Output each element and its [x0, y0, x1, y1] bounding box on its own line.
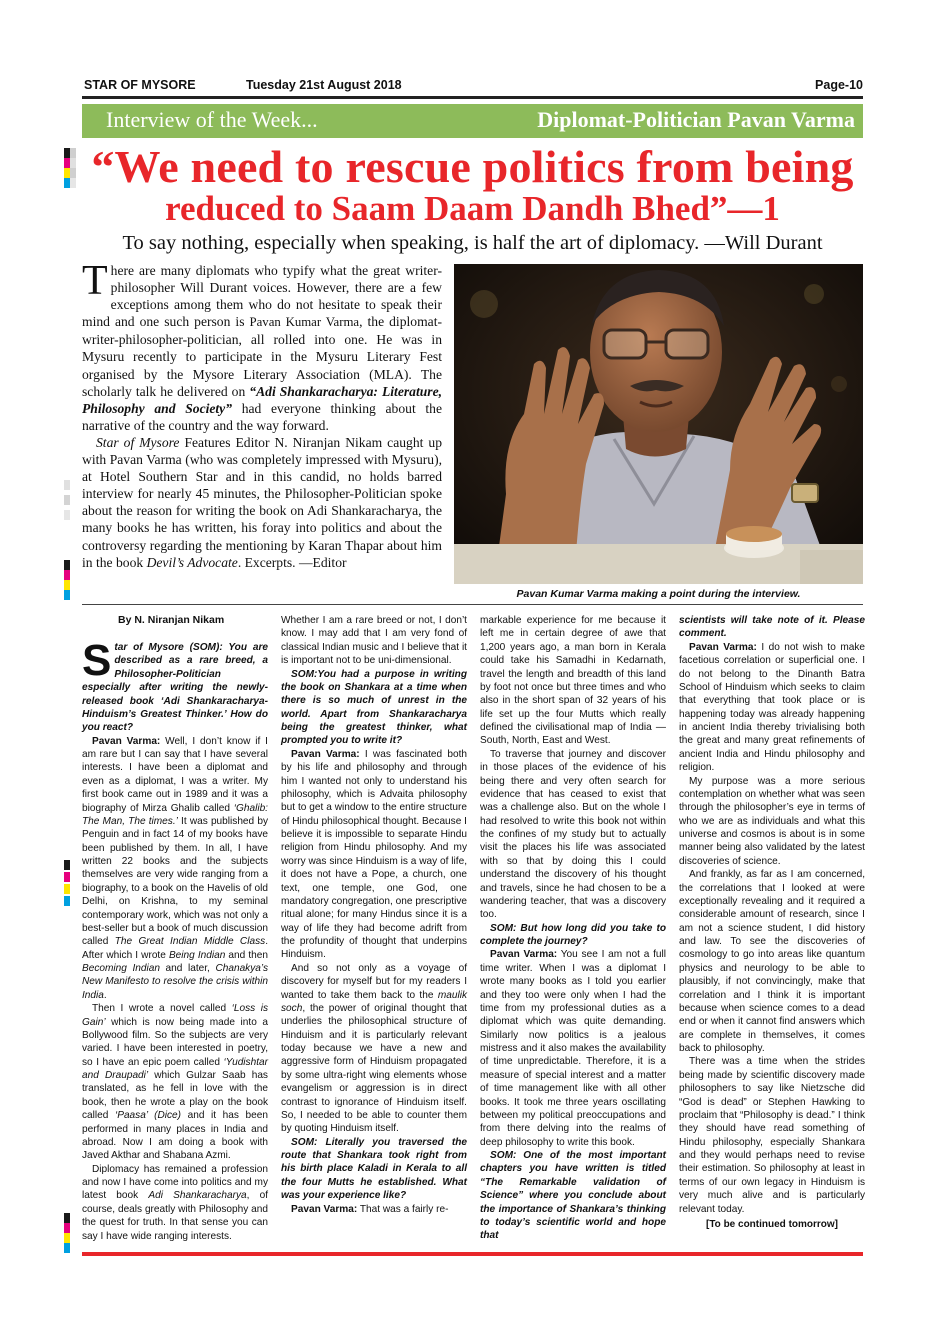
bottom-rule — [82, 1252, 863, 1256]
masthead-rule — [82, 96, 863, 99]
photo-caption: Pavan Kumar Varma making a point during the interview. — [516, 588, 801, 600]
banner-right: Diplomat-Politician Pavan Varma — [537, 107, 855, 132]
banner-left: Interview of the Week... — [106, 107, 318, 132]
section-banner — [82, 104, 863, 138]
drop-cap: T — [82, 258, 108, 304]
column-3 — [480, 614, 666, 1243]
byline: By N. Niranjan Nikam — [118, 614, 225, 626]
headline-line1: “We need to rescue politics from being — [91, 141, 854, 192]
intro-paragraph-1: There are many diplomats who typify what the great writer-philosopher Will Durant voices. However, there are a few exceptions among them who do not hesitate to speak their mind and one such person is Pavan Kumar Varma, the diplomat-writer-philosopher-politician, all rolled into one. He was in Mysuru recently to participate in the Mysuru Literary Fest organised by the Mysore Literary Association (MLA). The scholarly talk he delivered on “Adi Shankaracharya: Literature, Philosophy and Society” had everyone thinking about the narrative of the country and the way forward. — [82, 258, 443, 433]
question-2: SOM:You had a purpose in writing the book on Shankara at a time when there is so much of unrest in the world. Apart from Shankaracharya being the greatest thinker, what prompted you to write it? — [281, 668, 467, 747]
paragraph: And frankly, as far as I am concerned, the correlations that I looked at were exceptionally revealing and it required a considerable amount of research, since I am not a science student, I did history and law. To see the discoveries of cosmology to go into areas like quantum physics and neurology to be able to plausibly, if not convincingly, make that correlation and I think it is important because when science comes to a dead end or when it cannot find answers which are complete in themselves, it comes back to philosophy. — [679, 869, 865, 1054]
paragraph: Then I wrote a novel called ‘Loss is Gain’ which is now being made into a Bollywood film. So the subjects are very varied. I have been interested in poetry, so I have an epic poem called ‘Yudishtar and Draupadi’ which Gulzar Saab has translated, as he fell in love with the book, then he wrote a play on the book called ‘Paasa’ (Dice) and it has been performed in many places in India and abroad. Now I am doing a book with Javed Akthar and Shabana Azmi. — [82, 1003, 268, 1162]
column-1 — [82, 636, 268, 1243]
column-2 — [281, 614, 467, 1216]
answer-2: Pavan Varma: I was fascinated both by his life and philosophy and through him I wanted not only to understand his philosophy, which is Advaita philosophy but to get a window to the entire structure of Hindu philosophical thought. Because I believe it is impossible to separate Hindu religion from Hindu philosophy. And my worry was since Hinduism is a way of life, it does not have a Pope, a church, one text, one temple, one God, one mandatory congregation, one prescriptive ritual alone; for many Hindus since it is a way of life they had become adrift from the profundity of thought that underpins Hinduism. — [281, 748, 467, 961]
question-1: Star of Mysore (SOM): You are described as a rare breed, a Philosopher-Politician especially after writing the newly-released book ‘Adi Shankaracharya-Hinduism’s Greatest Thinker.’ How do you react? — [82, 636, 268, 734]
answer-3: Pavan Varma: That was a fairly re- — [291, 1203, 449, 1215]
paragraph: And so not only as a voyage of discovery for myself but for my readers I wanted to take them back to the maulik soch, the power of original thought that underlies the philosophical structure of Hinduism and it is particularly relevant today because we have a new and aggressive form of Hinduism propagated by some ultra-right wing elements whose evangelism or aggression is in direct contrast to ignorance of Hinduism itself. So, I needed to be able to counter them by quoting Hinduism itself. — [281, 962, 467, 1135]
answer-4: Pavan Varma: You see I am not a full time writer. When I was a diplomat I wrote many books as I told you earlier and they too were only when I had the time from my professional duties as a diplomat which was quite demanding. Similarly now politics is a jealous mistress and it also makes the availability of time unpredictable. Therefore, it is a measure of special interest and a matter of time management like with all other books. It took me three years oscillating between my political preoccupations and from there delving into the realms of deep philosophy to write this book. — [480, 949, 666, 1148]
question-5: SOM: One of the most important chapters you have written is titled “The Remarkable validation of Science” where you conclude about the importance of Shankara’s thinking to today’s scientific world and hope that — [480, 1150, 666, 1242]
paragraph: Diplomacy has remained a profession and now I have come into politics and my latest book Adi Shankaracharya, of course, deals greatly with Philosophy and the quest for truth. In that sense you can say I have wide ranging interests. — [82, 1163, 268, 1242]
answer-5: Pavan Varma: I do not wish to make facetious correlation or superficial one. I do not belong to the Dinanth Batra School of Hinduism which seeks to claim that everything that took place or is happening today was already happening in ancient India thereby trivialising both the great and many great refinements of ancient India and Hindu philosophy and religion. — [679, 641, 865, 774]
intro-paragraph-2: Star of Mysore Features Editor N. Niranjan Nikam caught up with Pavan Varma (who was completely impressed with Mysuru), at Hotel Southern Star and in this candid, no holds barred interview for nearly 45 minutes, the Philosopher-Politician spoke about the reason for writing the book on Adi Shankaracharya, the many books he has written, his foray into politics and about the controversy regarding the mentioning by Karan Thapar about him in the book Devil’s Advocate. Excerpts. —Editor — [82, 434, 442, 570]
paragraph: There was a time when the strides being made by scientific discovery made philosophers to say like Nietzsche did “God is dead” or Stephen Hawking to proclaim that “Philosophy is dead.” I think they should have read something of Hindu philosophy, especially Shankara and they would perhaps need to revise their estimation. So philosophy at least in terms of our own legacy in Hinduism is very much alive and is particularly relevant today. — [679, 1056, 865, 1215]
interview-photo — [454, 264, 863, 584]
drop-cap: S — [82, 636, 112, 685]
paragraph: Whether I am a rare breed or not, I don’t know. I may add that I am very fond of classical Indian music and I believe that it is important not to be uni-dimensional. — [281, 615, 467, 667]
masthead-paper: STAR OF MYSORE — [84, 78, 196, 92]
section-rule — [82, 604, 863, 605]
paragraph: markable experience for me because it left me in certain degree of awe that 1,200 years ago, a man born in Kerala could take his Samadhi in Kedarnath, travel the length and breadth of this land by foot not once but three times and who also in the short span of 32 years of his life set up the four Mutts which really defined the civilisational map of India — South, North, East and West. — [480, 615, 666, 747]
intro — [82, 258, 443, 571]
question-4: SOM: But how long did you take to complete the journey? — [480, 922, 666, 947]
continued-note: [To be continued tomorrow] — [705, 1218, 839, 1230]
pull-quote: To say nothing, especially when speaking, is half the art of diplomacy. —Will Durant — [122, 232, 823, 254]
headline-line2: reduced to Saam Daam Dandh Bhed”—1 — [165, 189, 780, 228]
masthead-page: Page-10 — [815, 78, 863, 92]
paragraph: To traverse that journey and discover in those places of the evidence of his being there and very often search for evidence that has ceased to exist that was a challenge also. But on the whole I had resolved to write this book not within the confines of my study but to actually visit the places his life was associated with so that by doing this I could understand the discovery of his thought and travels, since he had chosen to be a wandering teacher, that was a discovery too. — [480, 748, 666, 921]
masthead-date: Tuesday 21st August 2018 — [246, 78, 402, 92]
paragraph: My purpose was a more serious contemplation on whether what was seen through the philosopher’s eye in terms of who we are as individuals and what this universe and cosmos is about is in some manner being also validated by the latest discoveries of science. — [679, 775, 865, 867]
question-3: SOM: Literally you traversed the route that Shankara took right from his birth place Kaladi in Kerala to all the four Mutts he established. What was your experience like? — [281, 1136, 467, 1202]
question-5-end: scientists will take note of it. Please comment. — [679, 615, 865, 640]
column-4 — [679, 614, 865, 1231]
answer-1: Pavan Varma: Well, I don’t know if I am rare but I can say that I have several interests. I have been a diplomat and even as a diplomat, I was a writer. My first book came out in 1989 and it was a biography of Mirza Ghalib called ‘Ghalib: The Man, The times.’ It was published by Penguin and in fact 14 of my books have been published by them. In all, I have written 22 books and the subjects themselves are very wide ranging from a biography, to a book on the Havelis of old Delhi, on Krishna, to my seminal contemporary work, which was not only a best-seller but a book of much discussion called The Great Indian Middle Class. After which I wrote Being Indian and then Becoming Indian and later, Chanakya’s New Manifesto to resolve the crisis within India. — [82, 735, 268, 1001]
